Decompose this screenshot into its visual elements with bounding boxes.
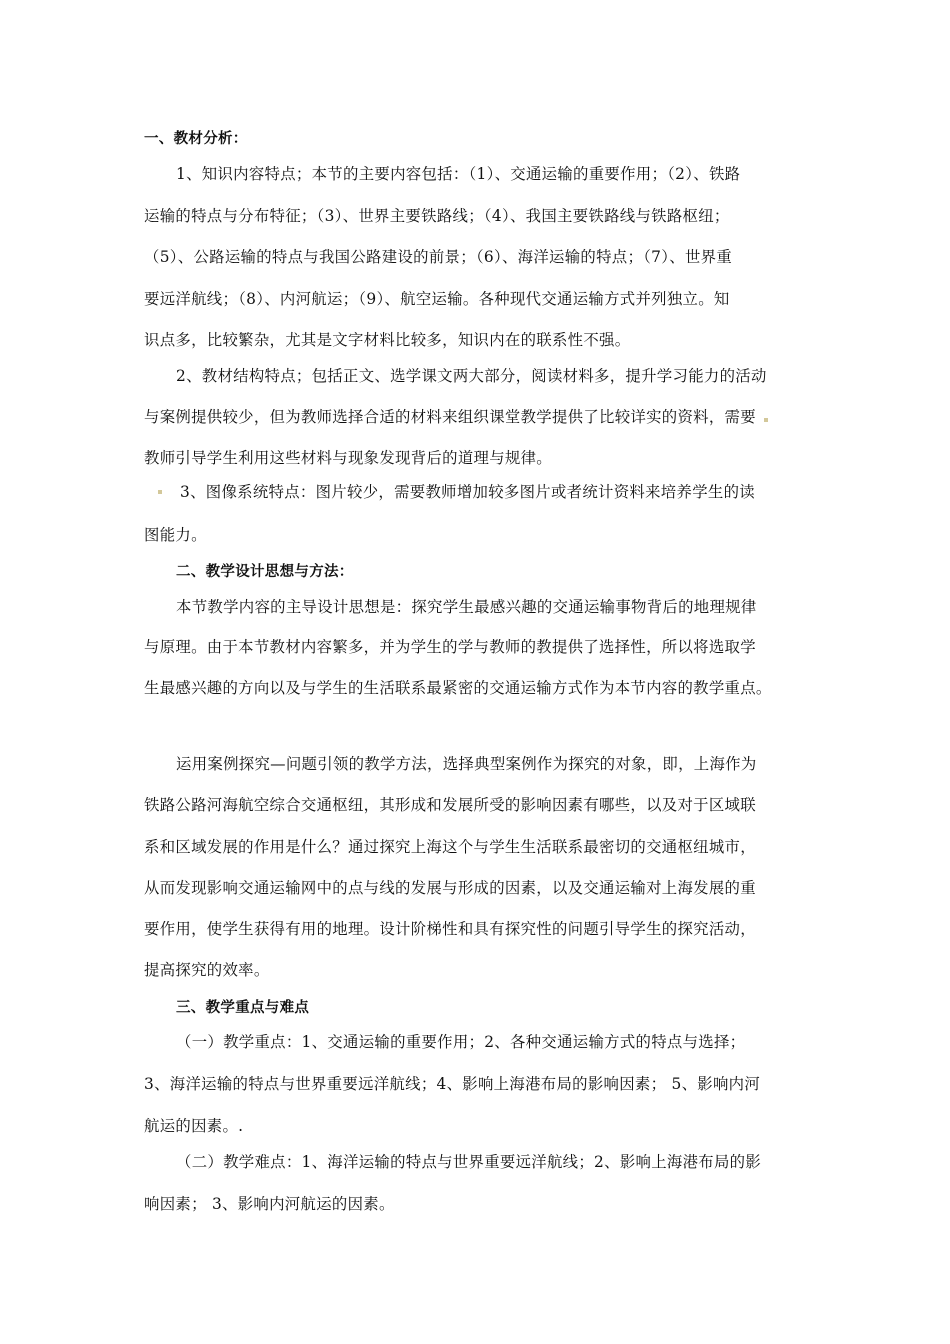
paragraph-line: 识点多，比较繁杂，尤其是文字材料比较多，知识内在的联系性不强。: [144, 331, 631, 349]
paragraph-line: 运用案例探究—问题引领的教学方法，选择典型案例作为探究的对象，即，上海作为: [176, 755, 757, 773]
paragraph-line: 系和区域发展的作用是什么？通过探究上海这个与学生生活联系最密切的交通枢纽城市，: [144, 838, 756, 856]
paragraph-line: 从而发现影响交通运输网中的点与线的发展与形成的因素，以及交通运输对上海发展的重: [144, 879, 756, 897]
paragraph-line: 图能力。: [144, 526, 207, 544]
paragraph-line: 2、教材结构特点；包括正文、选学课文两大部分，阅读材料多，提升学习能力的活动: [176, 367, 767, 385]
section-heading-2: 二、教学设计思想与方法：: [176, 564, 354, 580]
paragraph-line: 1、知识内容特点；本节的主要内容包括：（1）、交通运输的重要作用；（2）、铁路: [176, 165, 741, 183]
scan-speck: [764, 418, 768, 422]
paragraph-line: （5）、公路运输的特点与我国公路建设的前景；（6）、海洋运输的特点；（7）、世界重: [144, 248, 733, 266]
paragraph-line: 要远洋航线；（8）、内河航运；（9）、航空运输。各种现代交通运输方式并列独立。知: [144, 290, 730, 308]
scan-speck: [158, 490, 162, 494]
paragraph-line: 提高探究的效率。: [144, 961, 270, 979]
paragraph-line: 运输的特点与分布特征；（3）、世界主要铁路线；（4）、我国主要铁路线与铁路枢纽；: [144, 207, 730, 225]
paragraph-line: 与原理。由于本节教材内容繁多，并为学生的学与教师的教提供了选择性，所以将选取学: [144, 638, 756, 656]
paragraph-line: （二）教学难点：1、海洋运输的特点与世界重要远洋航线；2、影响上海港布局的影: [176, 1153, 762, 1171]
paragraph-line: （一）教学重点：1、交通运输的重要作用；2、各种交通运输方式的特点与选择；: [176, 1033, 746, 1051]
paragraph-line: 3、海洋运输的特点与世界重要远洋航线；4、影响上海港布局的影响因素； 5、影响内河: [144, 1075, 761, 1093]
section-heading-1: 一、教材分析：: [144, 131, 248, 147]
paragraph-line: 铁路公路河海航空综合交通枢纽，其形成和发展所受的影响因素有哪些，以及对于区域联: [144, 796, 756, 814]
section-heading-3: 三、教学重点与难点: [176, 1000, 310, 1016]
paragraph-line: 与案例提供较少，但为教师选择合适的材料来组织课堂教学提供了比较详实的资料，需要: [144, 408, 756, 426]
paragraph-line: 要作用，使学生获得有用的地理。设计阶梯性和具有探究性的问题引导学生的探究活动，: [144, 920, 756, 938]
paragraph-line: 航运的因素。.: [144, 1117, 244, 1135]
paragraph-line: 本节教学内容的主导设计思想是：探究学生最感兴趣的交通运输事物背后的地理规律: [176, 598, 757, 616]
paragraph-line: 3、图像系统特点：图片较少，需要教师增加较多图片或者统计资料来培养学生的读: [180, 483, 755, 501]
paragraph-line: 生最感兴趣的方向以及与学生的生活联系最紧密的交通运输方式作为本节内容的教学重点。: [144, 679, 772, 697]
paragraph-line: 响因素； 3、影响内河航运的因素。: [144, 1195, 395, 1213]
paragraph-line: 教师引导学生利用这些材料与现象发现背后的道理与规律。: [144, 449, 552, 467]
